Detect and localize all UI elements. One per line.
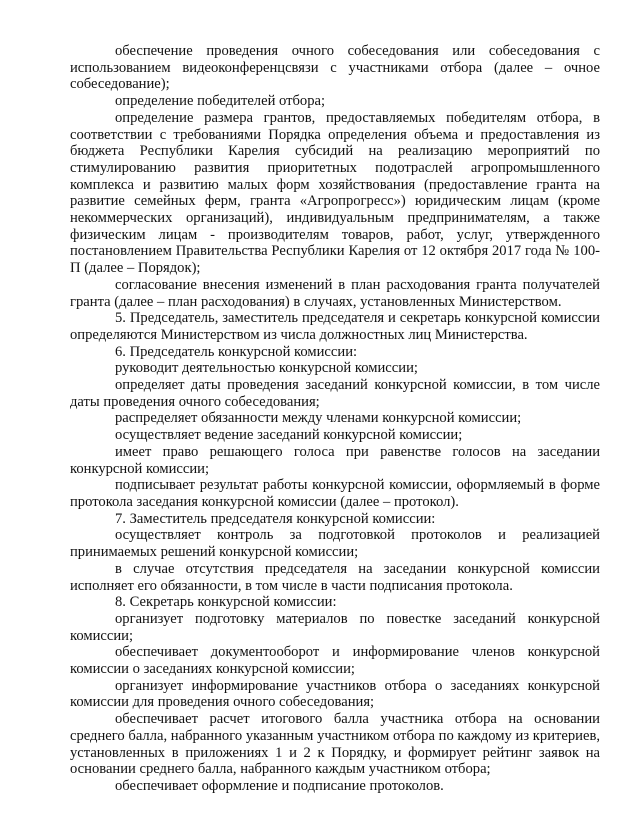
document-page [70, 43, 600, 795]
paragraph: организует подготовку материалов по повестке заседаний конкурсной комиссии; [70, 610, 600, 644]
paragraph: 7. Заместитель председателя конкурсной комиссии: [115, 510, 436, 527]
paragraph: обеспечение проведения очного собеседования или собеседования с использованием видеоконференцсвязи с участниками отбора (далее – очное собеседование); [70, 43, 600, 93]
paragraph: определение победителей отбора; [115, 93, 326, 110]
paragraph: обеспечивает расчет итогового балла участника отбора на основании среднего балла, набранного указанным участником отбора по каждому из критериев, установленных в приложениях 1 и 2 к Порядку, и формирует рейтинг заявок на основании среднего балла, набранного каждым участником отбора; [70, 711, 600, 778]
paragraph: 8. Секретарь конкурсной комиссии: [115, 594, 337, 611]
paragraph: имеет право решающего голоса при равенстве голосов на заседании конкурсной комиссии; [70, 443, 600, 477]
paragraph: определение размера грантов, предоставляемых победителям отбора, в соответствии с требованиями Порядка определения объема и предоставления из бюджета Республики Карелия субсидий на реализацию мероприятий по стимулированию развития приоритетных подотраслей агропромышленного комплекса и развитию малых форм хозяйствования (предоставление гранта на развитие семейных ферм, гранта «Агропрогресс») юридическим лицам (кроме некоммерческих организаций), индивидуальным предпринимателям, а также физическим лицам - производителям товаров, работ, услуг, утвержденного постановлением Правительства Республики Карелия от 12 октября 2017 года № 100-П (далее – Порядок); [70, 109, 600, 277]
paragraph: определяет даты проведения заседаний конкурсной комиссии, в том числе даты проведения очного собеседования; [70, 377, 600, 410]
paragraph: руководит деятельностью конкурсной комиссии; [115, 360, 418, 377]
paragraph: обеспечивает оформление и подписание протоколов. [115, 777, 444, 794]
paragraph: 6. Председатель конкурсной комиссии: [115, 343, 358, 360]
paragraph: 5. Председатель, заместитель председателя и секретарь конкурсной комиссии определяются Министерством из числа должностных лиц Министерства. [70, 310, 600, 343]
paragraph: согласование внесения изменений в план расходования гранта получателей гранта (далее – план расходования) в случаях, установленных Министерством. [70, 276, 600, 310]
paragraph: организует информирование участников отбора о заседаниях конкурсной комиссии для проведения очного собеседования; [70, 677, 600, 711]
paragraph: в случае отсутствия председателя на заседании конкурсной комиссии исполняет его обязанности, в том числе в части подписания протокола. [70, 560, 600, 594]
paragraph: осуществляет ведение заседаний конкурсной комиссии; [115, 427, 463, 444]
paragraph: обеспечивает документооборот и информирование членов конкурсной комиссии о заседаниях конкурсной комиссии; [70, 644, 600, 678]
paragraph: осуществляет контроль за подготовкой протоколов и реализацией принимаемых решений конкурсной комиссии; [70, 527, 600, 561]
paragraph: распределяет обязанности между членами конкурсной комиссии; [115, 410, 522, 427]
paragraph: подписывает результат работы конкурсной комиссии, оформляемый в форме протокола заседания конкурсной комиссии (далее – протокол). [70, 477, 600, 510]
